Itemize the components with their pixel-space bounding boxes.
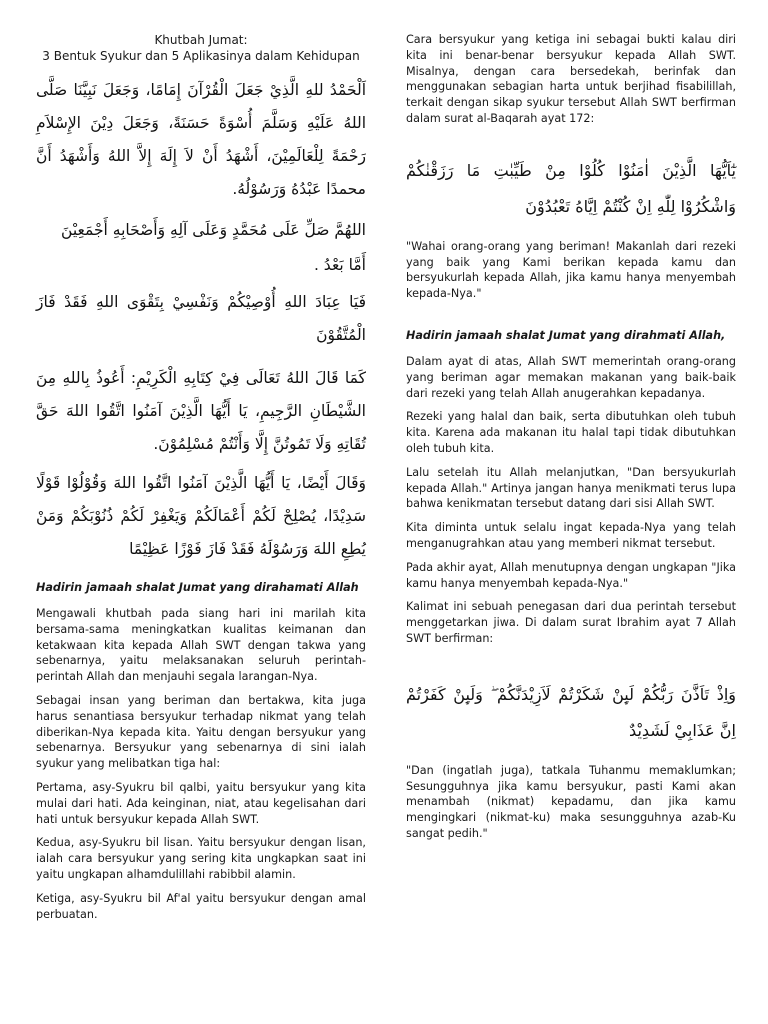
section-heading-right: Hadirin jamaah shalat Jumat yang dirahmati Allah,	[406, 328, 726, 342]
translation-ibrahim: "Dan (ingatlah juga), tatkala Tuhanmu memaklumkan; Sesungguhnya jika kamu bersyukur, pasti Kami akan menambah (nikmat) kepadamu, dan jika kamu mengingkari (nikmat-ku) maka sesungguhnya azab-Ku sangat pedih."	[406, 763, 736, 840]
paragraph-ayat-explanation: Dalam ayat di atas, Allah SWT memerintah orang-orang yang beriman agar memakan makanan yang baik-baik dari rezeki yang telah Allah anugerahkan kepadanya.	[406, 354, 736, 400]
paragraph-lanjutan: Lalu setelah itu Allah melanjutkan, "Dan bersyukurlah kepada Allah." Artinya jangan hanya menikmati terus lupa bahwa kenikmatan tersebut datang dari sisi Allah SWT.	[406, 465, 736, 511]
paragraph-rezeki: Rezeki yang halal dan baik, serta dibutuhkan oleh tubuh kita. Karena ada makanan itu halal tapi tidak dibutuhkan oleh tubuh kita.	[406, 410, 736, 455]
title-line-2: 3 Bentuk Syukur dan 5 Aplikasinya dalam Kehidupan	[42, 49, 360, 63]
arabic-ibrahim-7: وَاِذْ تَاَذَّنَ رَبُّكُمْ لَىِٕنْ شَكَرْتُمْ لَاَزِيْدَنَّكُمْ ۖ وَلَىِٕنْ كَفَرْتُمْ اِنَّ عَذَابِيْ لَشَدِيْدٌ	[406, 684, 736, 740]
arabic-quran-1: كَمَا قَالَ اللهُ تَعَالَى فِيْ كِتَابِهِ الْكَرِيْمِ: أَعُوذُ بِاللهِ مِنَ الشَّيْطَانِ الرَّجِيمِ، يَا أَيُّهَا الَّذِيْنَ آمَنُوا اتَّقُوا اللهَ حَقَّ تُقَاتِهِ وَلَا تَمُوتُنَّ إِلَّا وَأَنْتُمْ مُسْلِمُوْنَ.	[36, 369, 366, 453]
paragraph-akhir-ayat: Pada akhir ayat, Allah menutupnya dengan ungkapan "Jika kamu hanya menyembah kepada-Nya."	[406, 560, 736, 590]
arabic-baqarah-172: يٰٓاَيُّهَا الَّذِيْنَ اٰمَنُوْا كُلُوْا مِنْ طَيِّبٰتِ مَا رَزَقْنٰكُمْ وَاشْكُرُوْا لِلّٰهِ اِنْ كُنْتُمْ اِيَّاهُ تَعْبُدُوْنَ	[406, 160, 736, 216]
paragraph-ingat: Kita diminta untuk selalu ingat kepada-Nya yang telah menganugrahkan atau yang memberi nikmat tersebut.	[406, 521, 736, 550]
arabic-opening: اَلْحَمْدُ للهِ الَّذِيْ جَعَلَ الْقُرْآنَ إِمَامًا، وَجَعَلَ نَبِيَّنَا صَلَّى اللهُ عَلَيْهِ وَسَلَّمَ أُسْوَةً حَسَنَةً، وَجَعَلَ دِيْنَ الإِسْلاَمِ رَحْمَةً لِلْعَالَمِيْنَ، أَشْهَدُ أَنْ لاَ إِلَهَ إِلاَّ اللهُ وَأَشْهَدُ أَنَّ محمدًا عَبْدُهُ وَرَسُوْلُهُ.	[36, 81, 366, 198]
paragraph-kedua: Kedua, asy-Syukru bil lisan. Yaitu bersyukur dengan lisan, ialah cara bersyukur yang sering kita ungkapkan saat ini yaitu ungkapan alhamdulillahi rabibbil alamin.	[36, 836, 366, 881]
paragraph-pertama: Pertama, asy-Syukru bil qalbi, yaitu bersyukur yang kita mulai dari hati. Ada keinginan, niat, atau kegelisahan dari hati untuk bersyukur kepada Allah SWT.	[36, 780, 366, 826]
arabic-taqwa: فَيَا عِبَادَ اللهِ أُوْصِيْكُمْ وَنَفْسِيْ بِتَقْوَى اللهِ فَقَدْ فَازَ الْمُتَّقُوْنَ	[36, 293, 366, 344]
title-line-1: Khutbah Jumat:	[154, 33, 248, 47]
paragraph-cara-ketiga: Cara bersyukur yang ketiga ini sebagai bukti kalau diri kita ini benar-benar bersyukur kepada Allah SWT. Misalnya, dengan cara bersedekah, berinfak dan menggunakan sebagian harta untuk berjihad fisabilillah, terkait dengan sikap syukur tersebut Allah SWT berfirman dalam surat al-Baqarah ayat 172:	[406, 33, 736, 125]
paragraph-intro: Mengawali khutbah pada siang hari ini marilah kita bersama-sama meningkatkan kualitas keimanan dan ketakwaan kita kepada Allah SWT dengan takwa yang sebenarnya, yaitu melaksanakan seluruh perintah-perintah Allah dan menjauhi segala larangan-Nya.	[36, 607, 366, 684]
section-heading-left: Hadirin jamaah shalat Jumat yang dirahamati Allah	[36, 581, 359, 594]
arabic-salawat: اللهُمَّ صَلِّ عَلَى مُحَمَّدٍ وَعَلَى آلِهِ وَأَصْحَابِهِ أَجْمَعِيْنَ	[61, 221, 366, 239]
left-column	[36, 32, 366, 922]
translation-baqarah: "Wahai orang-orang yang beriman! Makanlah dari rezeki yang baik yang Kami berikan kepada kamu dan bersyukurlah kepada Allah, jika kamu hanya menyembah kepada-Nya."	[406, 239, 736, 301]
paragraph-penegasan: Kalimat ini sebuah penegasan dari dua perintah tersebut menggetarkan jiwa. Di dalam surat Ibrahim ayat 7 Allah SWT berfirman:	[406, 600, 736, 645]
paragraph-ketiga: Ketiga, asy-Syukru bil Af'al yaitu bersyukur dengan amal perbuatan.	[36, 891, 366, 921]
arabic-quran-2: وَقَالَ أَيْضًا، يَا أَيُّهَا الَّذِيْنَ آمَنُوا اتَّقُوا اللهَ وَقُوْلُوْا قَوْلًا سَدِيْدًا، يُصْلِحْ لَكُمْ أَعْمَالَكُمْ وَيَغْفِرْ لَكُمْ ذُنُوْبَكُمْ وَمَنْ يُطِعِ اللهَ وَرَسُوْلَهُ فَقَدْ فَازَ فَوْزًا عَظِيْمًا	[36, 474, 366, 558]
paragraph-syukur: Sebagai insan yang beriman dan bertakwa, kita juga harus senantiasa bersyukur terhadap nikmat yang telah diberikan-Nya kepada kita. Yaitu dengan bersyukur yang sebenarnya. Bersyukur yang sebenarnya di sini ialah syukur yang melibatkan tiga hal:	[36, 693, 366, 771]
right-column	[406, 32, 736, 842]
document-title	[36, 32, 366, 64]
arabic-amma-bad: أَمَّا بَعْدُ .	[313, 256, 366, 274]
